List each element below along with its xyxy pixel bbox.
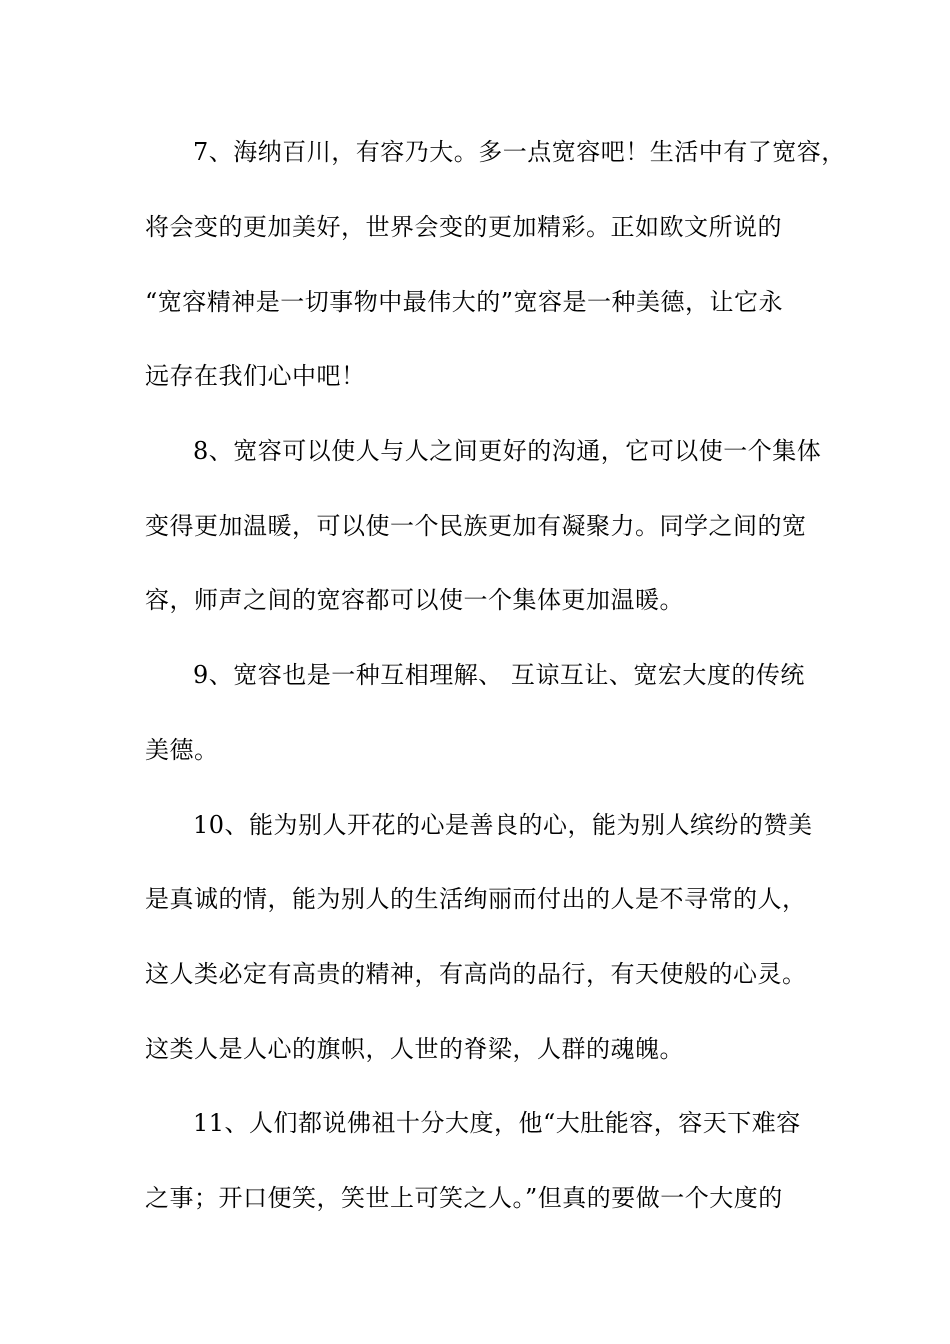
paragraph-8-line-2: 变得更加温暖，可以使一个民族更加有凝聚力。同学之间的宽 — [145, 512, 807, 540]
paragraph-7-line-4: 远存在我们心中吧！ — [145, 362, 366, 390]
paragraph-7-line-3: “宽容精神是一切事物中最伟大的”宽容是一种美德，让它永 — [145, 288, 784, 316]
paragraph-9-line-1: 9、宽容也是一种互相理解、 互谅互让、宽宏大度的传统 — [193, 661, 805, 689]
paragraph-10-line-4: 这类人是人心的旗帜，人世的脊梁，人群的魂魄。 — [145, 1035, 684, 1063]
paragraph-10-line-1: 10、能为别人开花的心是善良的心，能为别人缤纷的赞美 — [193, 811, 813, 839]
paragraph-7-line-1: 7、海纳百川，有容乃大。多一点宽容吧！生活中有了宽容， — [193, 138, 846, 166]
paragraph-10-line-2: 是真诚的情，能为别人的生活绚丽而付出的人是不寻常的人， — [145, 885, 807, 913]
paragraph-9-line-2: 美德。 — [145, 736, 219, 764]
paragraph-10-line-3: 这人类必定有高贵的精神，有高尚的品行，有天使般的心灵。 — [145, 960, 807, 988]
paragraph-11-line-2: 之事；开口便笑，笑世上可笑之人。”但真的要做一个大度的 — [145, 1184, 783, 1212]
paragraph-8-line-3: 容，师声之间的宽容都可以使一个集体更加温暖。 — [145, 586, 684, 614]
paragraph-8-line-1: 8、宽容可以使人与人之间更好的沟通，它可以使一个集体 — [193, 437, 822, 465]
paragraph-7-line-2: 将会变的更加美好，世界会变的更加精彩。正如欧文所说的 — [145, 213, 782, 241]
paragraph-11-line-1: 11、人们都说佛祖十分大度，他“大肚能容，容天下难容 — [193, 1109, 801, 1137]
